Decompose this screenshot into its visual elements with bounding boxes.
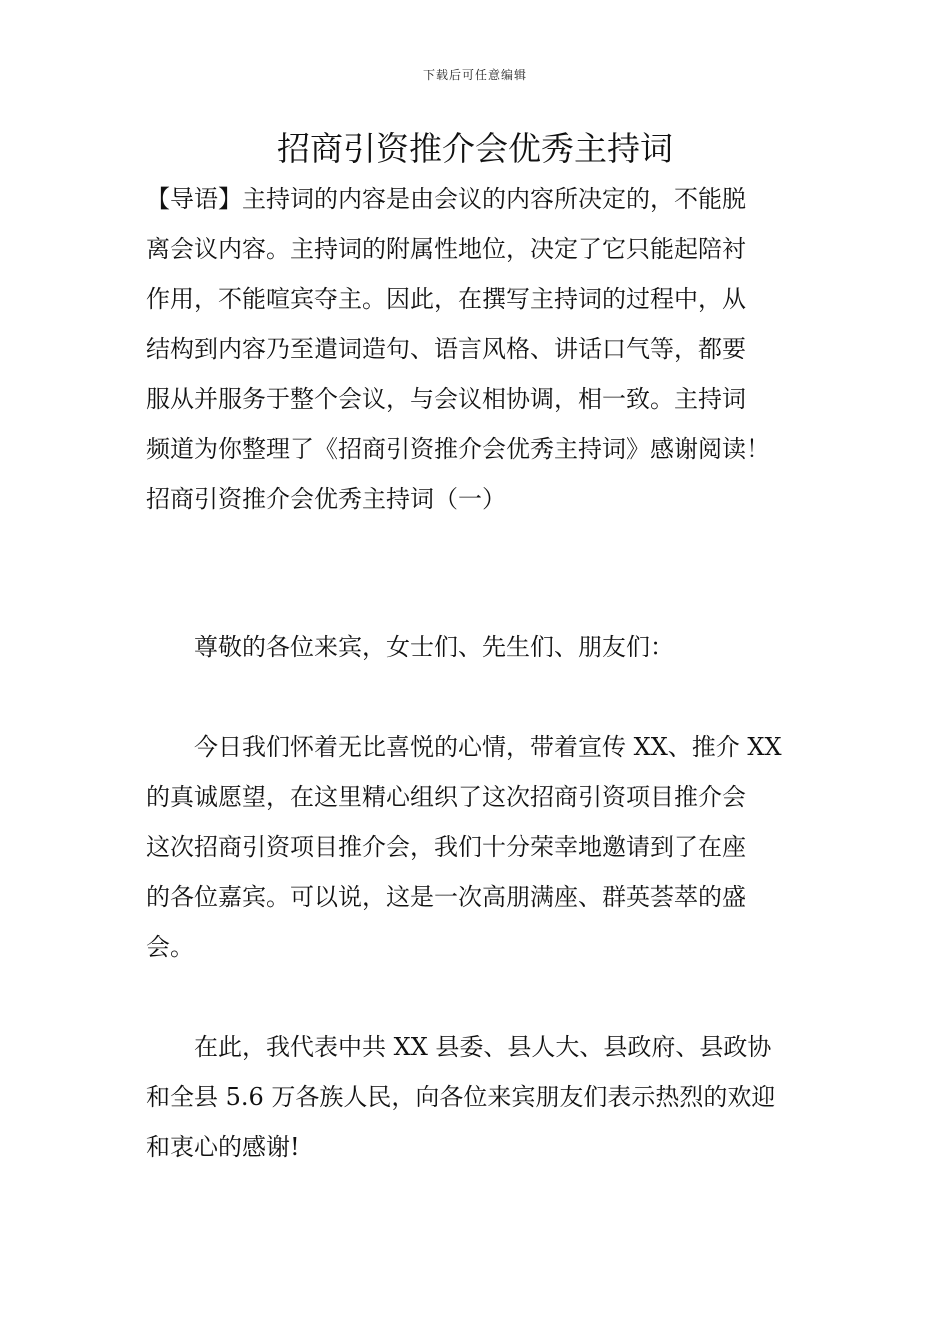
intro-line: 作用，不能喧宾夺主。因此，在撰写主持词的过程中，从 (146, 285, 746, 313)
section-heading: 招商引资推介会优秀主持词（一） (146, 485, 506, 513)
intro-line: 频道为你整理了《招商引资推介会优秀主持词》感谢阅读！ (146, 435, 770, 463)
intro-line: 结构到内容乃至遣词造句、语言风格、讲话口气等，都要 (146, 335, 746, 363)
paragraph-line: 和衷心的感谢! (146, 1133, 300, 1161)
paragraph-line: 的各位嘉宾。可以说，这是一次高朋满座、群英荟萃的盛 (146, 883, 746, 911)
document-title: 招商引资推介会优秀主持词 (277, 129, 673, 168)
paragraph-thanks (146, 1022, 806, 1172)
header-note: 下载后可任意编辑 (422, 68, 527, 82)
paragraph-line: 的真诚愿望，在这里精心组织了这次招商引资项目推介会 (146, 783, 746, 811)
paragraph-line: 今日我们怀着无比喜悦的心情，带着宣传 XX、推介 XX (194, 733, 782, 761)
intro-line: 服从并服务于整个会议，与会议相协调，相一致。主持词 (146, 385, 746, 413)
intro-line: 【导语】主持词的内容是由会议的内容所决定的，不能脱 (146, 185, 746, 213)
paragraph-line: 这次招商引资项目推介会，我们十分荣幸地邀请到了在座 (146, 833, 746, 861)
intro-paragraph (146, 174, 806, 524)
intro-line: 离会议内容。主持词的附属性地位，决定了它只能起陪衬 (146, 235, 746, 263)
greeting-line: 尊敬的各位来宾，女士们、先生们、朋友们： (194, 633, 674, 661)
paragraph-line: 和全县 5.6 万各族人民，向各位来宾朋友们表示热烈的欢迎 (146, 1083, 776, 1111)
paragraph-line: 在此，我代表中共 XX 县委、县人大、县政府、县政协 (194, 1033, 772, 1061)
paragraph-line: 会。 (146, 933, 194, 961)
paragraph-welcome (146, 722, 806, 972)
